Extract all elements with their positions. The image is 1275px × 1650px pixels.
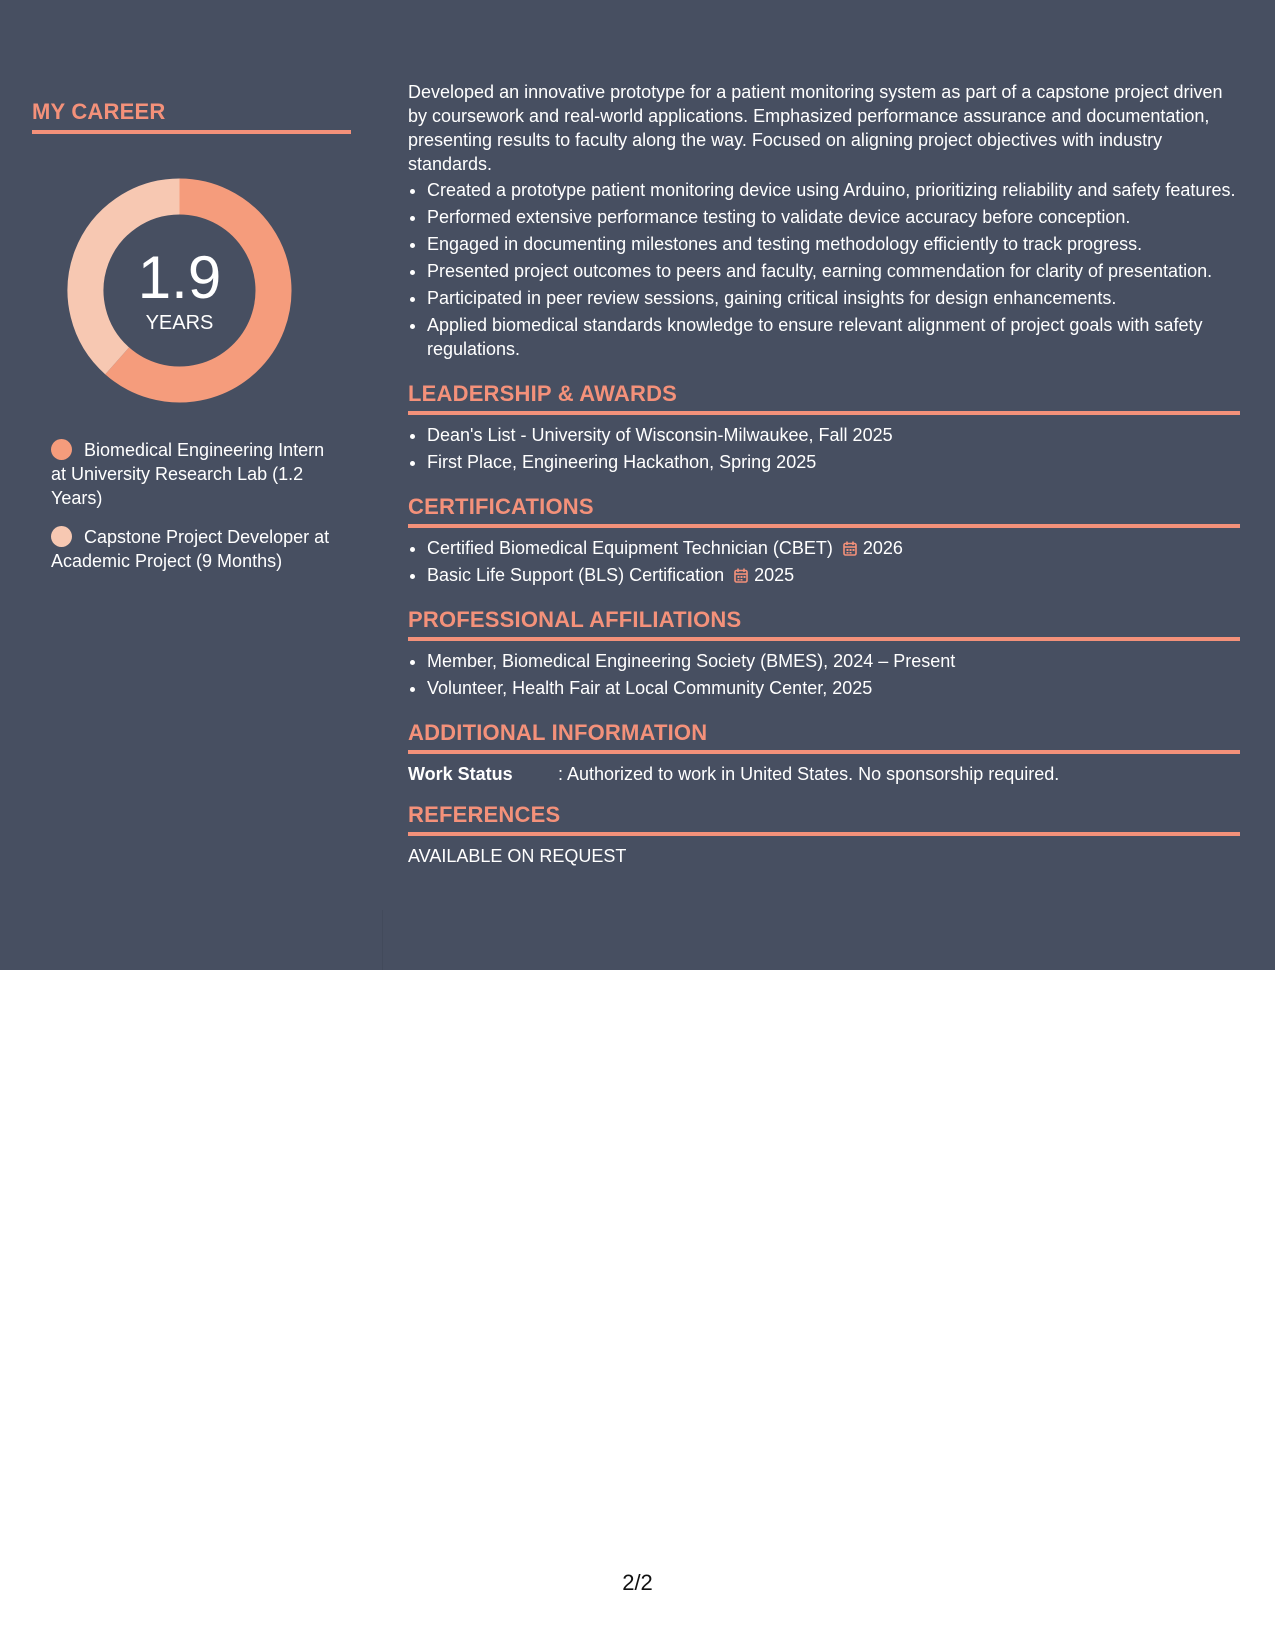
career-heading-rule <box>32 130 351 134</box>
experience-bullets <box>408 178 1240 361</box>
list-item: • Presented project outcomes to peers and faculty, earning commendation for clarity of presentation. <box>427 259 1240 283</box>
career-donut-chart <box>67 178 292 403</box>
references-heading: REFERENCES <box>408 802 561 827</box>
list-item: • Created a prototype patient monitoring device using Arduino, prioritizing reliability and safety features. <box>427 178 1240 202</box>
references-text: AVAILABLE ON REQUEST <box>408 846 627 866</box>
donut-unit-label: YEARS <box>145 312 214 334</box>
list-item: • Volunteer, Health Fair at Local Community Center, 2025 <box>427 676 1240 700</box>
certifications-heading-rule <box>408 524 1240 528</box>
leadership-heading: LEADERSHIP & AWARDS <box>408 381 678 406</box>
legend-dot <box>51 439 72 460</box>
donut-total-value: 1.9 <box>137 244 222 311</box>
column-divider <box>382 910 383 970</box>
certifications-list <box>408 536 1240 587</box>
affiliations-heading: PROFESSIONAL AFFILIATIONS <box>408 607 742 632</box>
legend-label: Capstone Project Developer at Academic Project (9 Months) <box>51 527 330 571</box>
list-item: • First Place, Engineering Hackathon, Spring 2025 <box>427 450 1240 474</box>
list-item: • Participated in peer review sessions, gaining critical insights for design enhancements. <box>427 286 1240 310</box>
list-item: • Applied biomedical standards knowledge to ensure relevant alignment of project goals with safety regulations. <box>427 313 1240 361</box>
affiliations-heading-rule <box>408 637 1240 641</box>
affiliations-section <box>408 607 1240 700</box>
legend-dot <box>51 526 72 547</box>
legend-label: Biomedical Engineering Intern at University Research Lab (1.2 Years) <box>51 440 325 508</box>
certification-year: 2025 <box>754 565 795 585</box>
certification-name: Basic Life Support (BLS) Certification <box>427 565 725 585</box>
career-column <box>32 98 351 571</box>
experience-summary: Developed an innovative prototype for a patient monitoring system as part of a capstone project driven by coursework and real-world applications. Emphasized performance assurance and documentation, presenting results to faculty along the way. Focused on aligning project objectives with industry standards. <box>408 82 1223 174</box>
certifications-heading: CERTIFICATIONS <box>408 494 594 519</box>
leadership-section <box>408 381 1240 474</box>
references-heading-rule <box>408 832 1240 836</box>
leadership-heading-rule <box>408 411 1240 415</box>
certification-name: Certified Biomedical Equipment Technician (CBET) <box>427 538 833 558</box>
additional-heading-rule <box>408 750 1240 754</box>
affiliations-list <box>408 649 1240 700</box>
leadership-list <box>408 423 1240 474</box>
references-section <box>408 802 1240 868</box>
work-status-value: : Authorized to work in United States. No sponsorship required. <box>558 764 1060 784</box>
certification-year: 2026 <box>862 538 903 558</box>
additional-heading: ADDITIONAL INFORMATION <box>408 720 708 745</box>
list-item <box>427 563 1240 587</box>
page-number: 2/2 <box>622 1570 653 1595</box>
legend-item <box>51 525 341 573</box>
list-item <box>427 536 1240 560</box>
certifications-section <box>408 494 1240 587</box>
list-item: • Performed extensive performance testing to validate device accuracy before conception. <box>427 205 1240 229</box>
details-column <box>408 80 1240 868</box>
calendar-icon <box>843 541 857 556</box>
additional-section <box>408 720 1240 786</box>
list-item: • Dean's List - University of Wisconsin-Milwaukee, Fall 2025 <box>427 423 1240 447</box>
list-item: • Engaged in documenting milestones and testing methodology efficiently to track progress. <box>427 232 1240 256</box>
career-legend <box>51 438 341 588</box>
work-status-row <box>408 762 1240 786</box>
legend-item <box>51 438 341 510</box>
list-item: • Member, Biomedical Engineering Society (BMES), 2024 – Present <box>427 649 1240 673</box>
career-heading: MY CAREER <box>32 99 166 124</box>
calendar-icon <box>734 568 748 583</box>
work-status-label: Work Status <box>408 764 513 784</box>
